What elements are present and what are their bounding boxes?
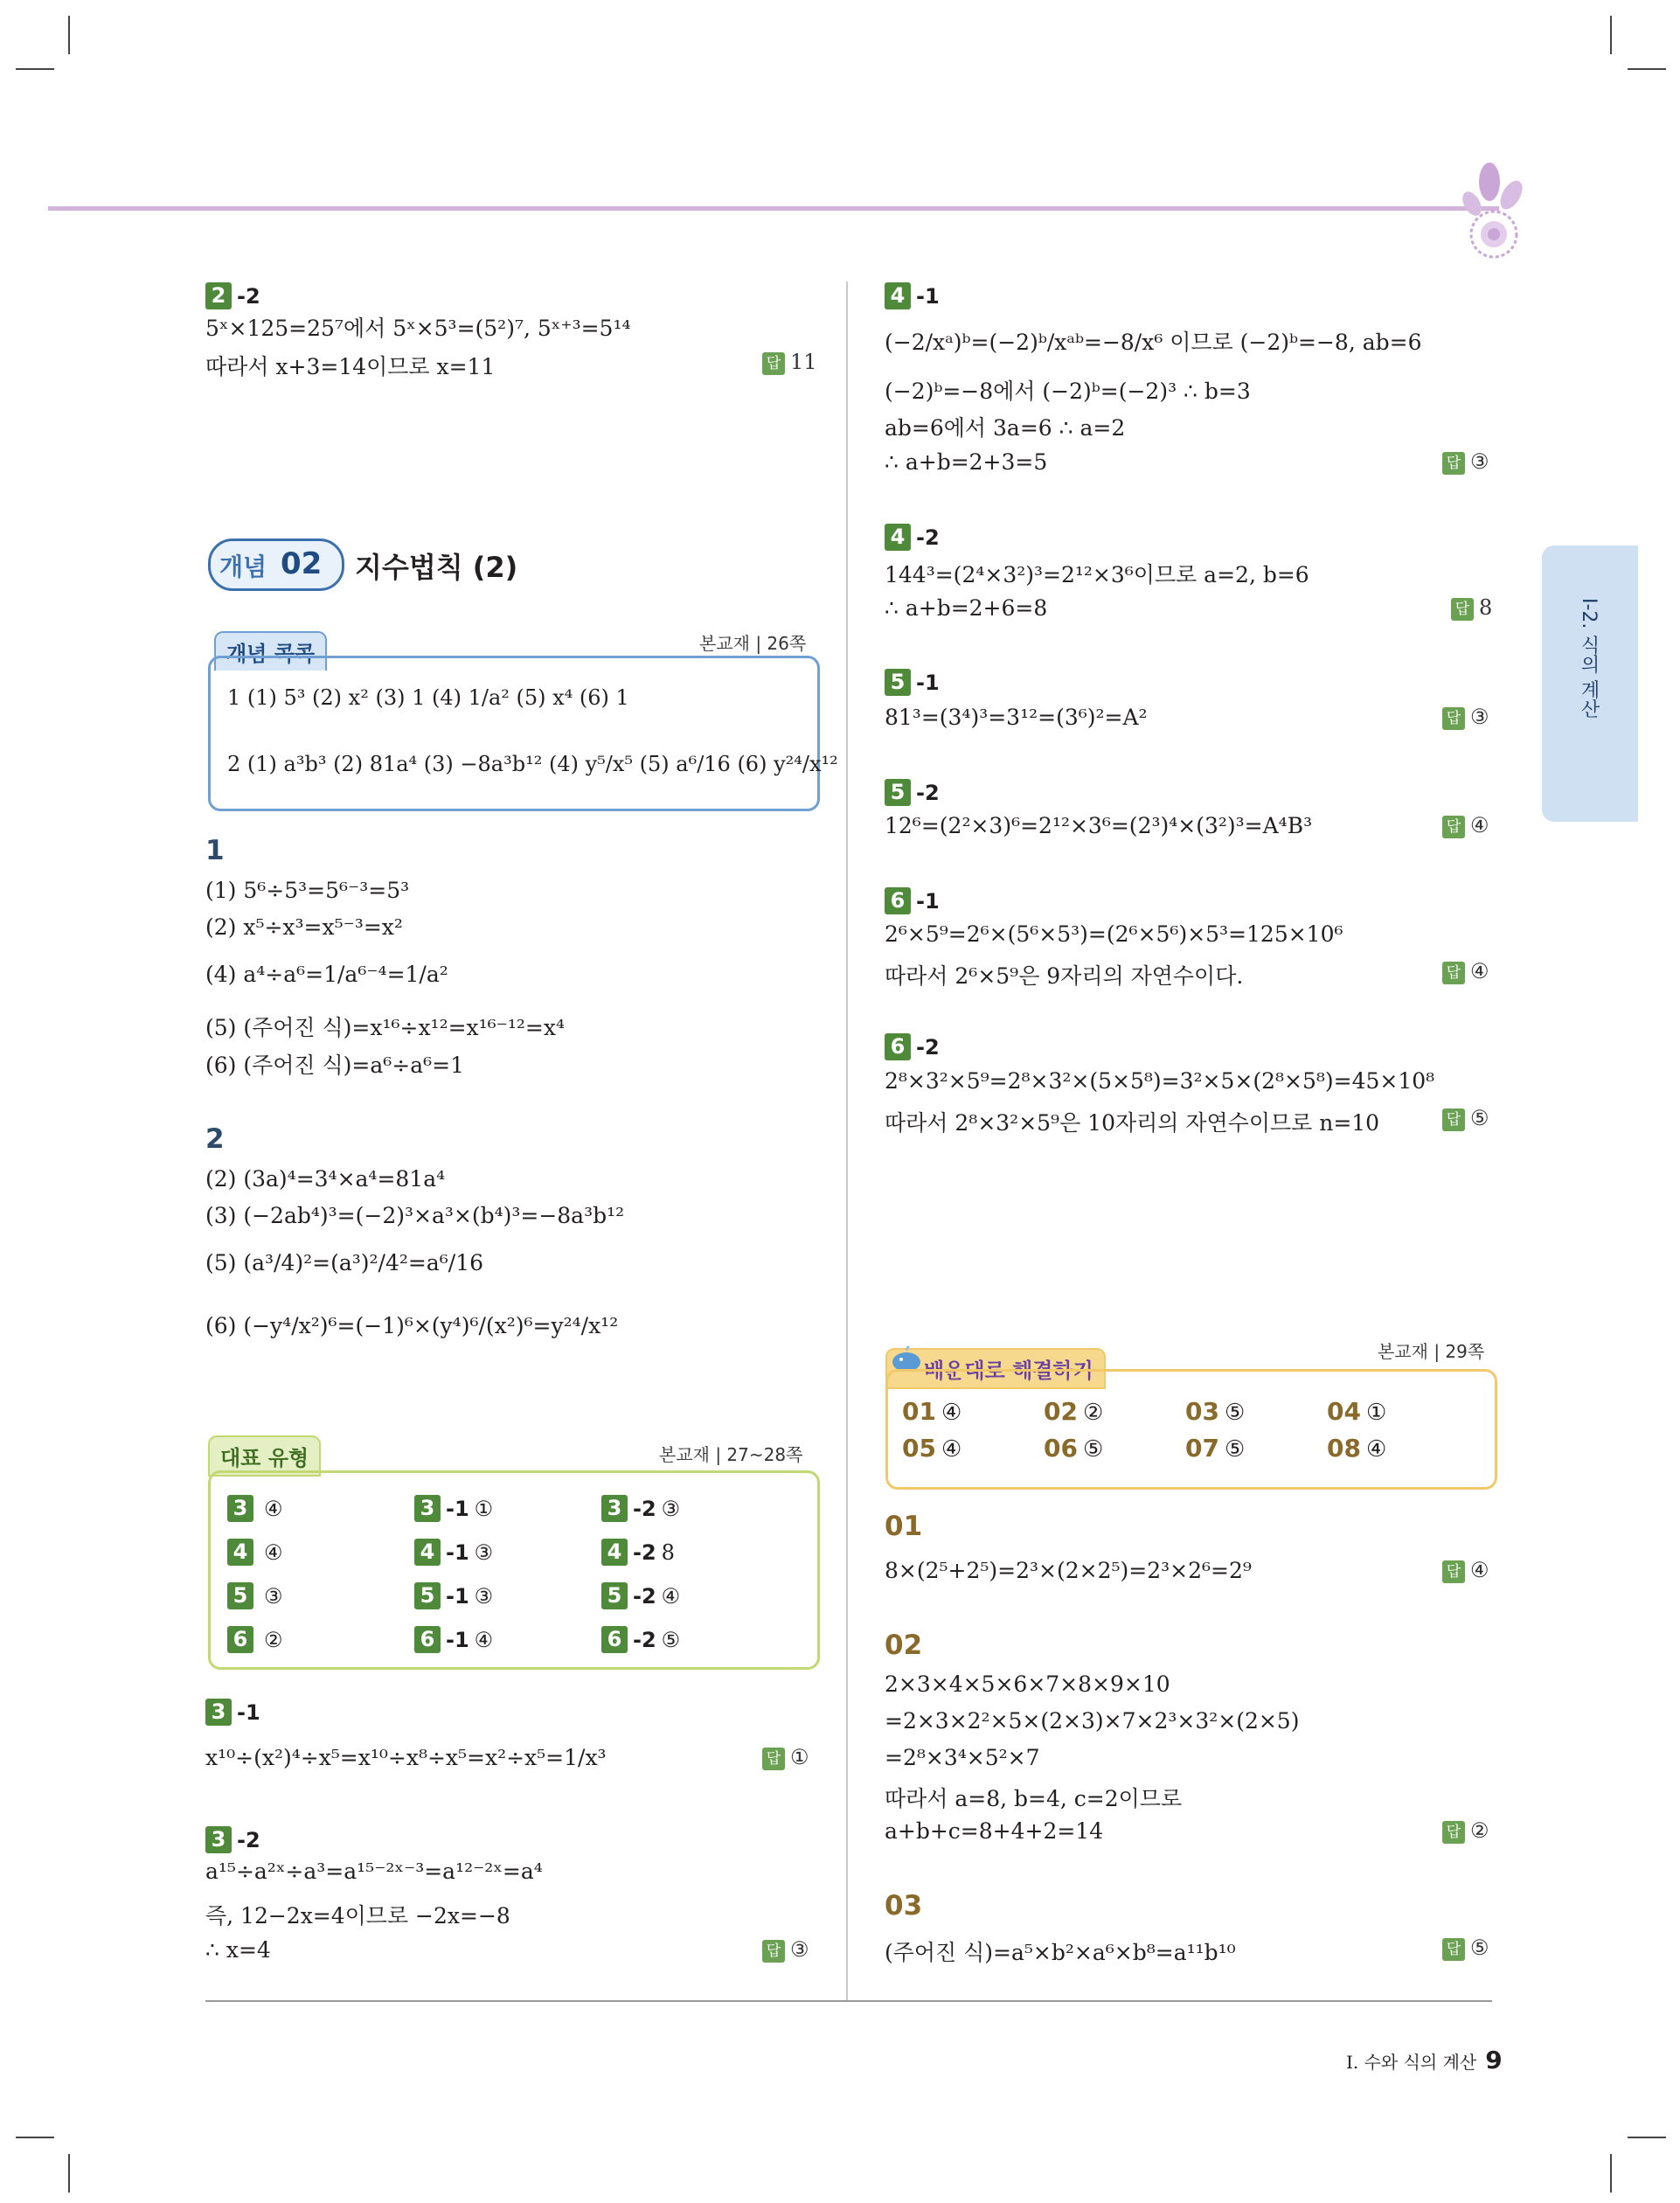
solution-5-2 (885, 778, 940, 806)
answer-value: ④ (264, 1496, 283, 1521)
haegyeol-answer (1044, 1397, 1103, 1426)
problem-badge: 5 (227, 1582, 253, 1609)
solution-line: (−2)ᵇ=−8에서 (−2)ᵇ=(−2)³ ∴ b=3 (885, 379, 1251, 404)
kongkong-tag: 개념 콕콕 (214, 631, 327, 671)
daepyo-answer (414, 1582, 493, 1609)
answer-value: ④ (1365, 1436, 1387, 1463)
answer: 답 ① (762, 1745, 809, 1770)
haegyeol-box (885, 1369, 1497, 1490)
problem-badge: 5 (414, 1582, 441, 1609)
crop-mark (16, 68, 54, 70)
problem-sub: -1 (446, 1496, 469, 1521)
question-heading: 01 (885, 1511, 923, 1542)
haegyeol-tag: 배운대로 해결하기 (885, 1348, 1106, 1389)
problem-badge: 4 (601, 1539, 628, 1566)
daepyo-answer (601, 1626, 680, 1653)
answer-mark-icon: 답 (1442, 452, 1465, 475)
answer-value: ③ (474, 1539, 494, 1565)
solution-line: 81³=(3⁴)³=3¹²=(3⁶)²=A² (885, 705, 1148, 730)
question-number: 03 (1185, 1397, 1219, 1426)
solution-line: =2⁸×3⁴×5²×7 (885, 1745, 1040, 1770)
page-number: 9 (1485, 2046, 1503, 2074)
answer-value: ① (1365, 1400, 1387, 1426)
daepyo-answer (601, 1495, 680, 1522)
problem-sub: -1 (916, 670, 940, 695)
answer-mark-icon: 답 (1451, 598, 1474, 621)
textbook-ref: 본교재 | 27~28쪽 (659, 1444, 803, 1465)
solution-line: 따라서 x+3=14이므로 x=11 (205, 354, 496, 379)
answer-value: ④ (661, 1583, 681, 1609)
problem-sub: -2 (633, 1539, 656, 1565)
problem-badge: 4 (414, 1539, 441, 1566)
solution-line: ∴ x=4 (205, 1937, 271, 1963)
crop-mark (1610, 16, 1612, 54)
crop-mark (1610, 2154, 1612, 2193)
question-number: 02 (1044, 1397, 1078, 1426)
textbook-ref: 본교재 | 26쪽 (699, 633, 807, 654)
crop-mark (68, 16, 70, 54)
problem-badge: 3 (227, 1495, 253, 1522)
answer-value: ⑤ (1224, 1436, 1246, 1463)
problem-badge: 6 (601, 1626, 628, 1653)
solution-line: 144³=(2⁴×3²)³=2¹²×3⁶이므로 a=2, b=6 (885, 562, 1309, 587)
problem-badge: 3 (414, 1495, 441, 1522)
solution-3-1 (205, 1698, 260, 1726)
solution-line: 즉, 12−2x=4이므로 −2x=−8 (205, 1903, 510, 1928)
solution-line: (5) (주어진 식)=x¹⁶÷x¹²=x¹⁶⁻¹²=x⁴ (205, 1015, 565, 1040)
problem-badge: 4 (227, 1539, 253, 1566)
problem-badge: 3 (205, 1826, 232, 1853)
daepyo-answer (227, 1539, 283, 1566)
answer-value: ⑤ (1224, 1400, 1246, 1426)
problem-heading: 1 (205, 835, 225, 866)
problem-badge: 6 (227, 1626, 253, 1653)
answer-value: ④ (941, 1400, 962, 1426)
problem-sub: -1 (446, 1583, 469, 1609)
solution-3-2 (205, 1825, 260, 1853)
solution-line: (6) (−y⁴/x²)⁶=(−1)⁶×(y⁴)⁶/(x²)⁶=y²⁴/x¹² (205, 1313, 619, 1338)
answer-mark-icon: 답 (1442, 1821, 1465, 1844)
solution-line: (2) x⁵÷x³=x⁵⁻³=x² (205, 914, 403, 940)
problem-sub: -2 (237, 283, 260, 309)
haegyeol-answer (1185, 1397, 1245, 1426)
problem-badge: 3 (205, 1699, 232, 1726)
question-number: 01 (902, 1397, 936, 1426)
crop-mark (68, 2154, 70, 2193)
question-number: 05 (902, 1434, 936, 1463)
answer: 답 ⑤ (1442, 1106, 1489, 1131)
answer-mark-icon: 답 (1442, 1108, 1465, 1131)
solution-line: 2⁸×3²×5⁹=2⁸×3²×(5×5⁸)=3²×5×(2⁸×5⁸)=45×10⁸ (885, 1068, 1435, 1094)
solution-6-2 (885, 1032, 940, 1060)
solution-line: 따라서 2⁶×5⁹은 9자리의 자연수이다. (885, 963, 1244, 989)
solution-line: 5ˣ×125=25⁷에서 5ˣ×5³=(5²)⁷, 5ˣ⁺³=5¹⁴ (205, 316, 631, 341)
problem-badge: 3 (601, 1495, 628, 1522)
answer-mark-icon: 답 (1442, 816, 1465, 838)
solution-line: 따라서 a=8, b=4, c=2이므로 (885, 1786, 1183, 1811)
answer: 답 ② (1442, 1818, 1489, 1844)
problem-sub: -1 (916, 888, 940, 914)
problem-sub: -2 (633, 1496, 656, 1521)
problem-badge: 5 (885, 779, 911, 806)
problem-sub: -1 (446, 1627, 469, 1652)
answer-mark-icon: 답 (762, 1748, 785, 1770)
question-number: 06 (1044, 1434, 1078, 1463)
solution-line: ∴ a+b=2+3=5 (885, 449, 1048, 475)
answer: 답 ③ (1442, 705, 1489, 730)
solution-line: (−2/xᵃ)ᵇ=(−2)ᵇ/xᵃᵇ=−8/x⁶ 이므로 (−2)ᵇ=−8, ab=6 (885, 330, 1422, 355)
problem-sub: -1 (237, 1699, 260, 1725)
question-heading: 03 (885, 1890, 923, 1922)
problem-badge: 4 (885, 282, 911, 309)
answer-mark-icon: 답 (762, 352, 785, 375)
problem-badge: 4 (885, 524, 911, 551)
problem-heading: 2 (205, 1123, 225, 1155)
haegyeol-answer (902, 1434, 961, 1463)
solution-line: x¹⁰÷(x²)⁴÷x⁵=x¹⁰÷x⁸÷x⁵=x²÷x⁵=1/x³ (205, 1745, 607, 1770)
daepyo-tag: 대표 유형 (208, 1435, 321, 1477)
problem-sub: -2 (633, 1627, 656, 1652)
solution-4-2 (885, 523, 940, 551)
problem-sub: -2 (916, 1034, 940, 1060)
solution-line: 2×3×4×5×6×7×8×9×10 (885, 1671, 1170, 1697)
solution-line: (1) 5⁶÷5³=5⁶⁻³=5³ (205, 878, 410, 903)
daepyo-answer (414, 1539, 493, 1566)
haegyeol-answer (1327, 1434, 1386, 1463)
problem-sub: -2 (916, 780, 940, 805)
problem-sub: -2 (237, 1827, 260, 1852)
page-footer (1346, 2046, 1503, 2074)
answer: 답 ④ (1442, 813, 1489, 838)
problem-badge: 6 (885, 1033, 911, 1060)
solution-line: (3) (−2ab⁴)³=(−2)³×a³×(b⁴)³=−8a³b¹² (205, 1203, 625, 1228)
answer: 답 ④ (1442, 959, 1489, 984)
problem-sub: -2 (916, 525, 940, 550)
answer-value: ④ (941, 1436, 962, 1463)
solution-2-2 (205, 281, 260, 309)
solution-line: 8×(2⁵+2⁵)=2³×(2×2⁵)=2³×2⁶=2⁹ (885, 1558, 1252, 1583)
chapter-side-tab: I-2. 식의 계산 (1542, 546, 1638, 822)
answer-mark-icon: 답 (1442, 1938, 1465, 1961)
daepyo-answer (601, 1582, 680, 1609)
problem-badge: 5 (885, 669, 911, 696)
solution-line: ∴ a+b=2+6=8 (885, 595, 1048, 621)
solution-line: 2⁶×5⁹=2⁶×(5⁶×5³)=(2⁶×5⁶)×5³=125×10⁶ (885, 921, 1343, 947)
answer-value: ③ (661, 1496, 681, 1521)
solution-line: (6) (주어진 식)=a⁶÷a⁶=1 (205, 1053, 465, 1078)
kongkong-row: 2 (1) a³b³ (2) 81a⁴ (3) −8a³b¹² (4) y⁵/x⁵ (5) a⁶/16 (6) y²⁴/x¹² (227, 752, 838, 776)
answer-value: ③ (264, 1583, 283, 1609)
top-rule (48, 206, 1499, 211)
answer: 답 ④ (1442, 1558, 1489, 1583)
solution-5-1 (885, 668, 940, 696)
daepyo-answer (227, 1582, 283, 1609)
answer-mark-icon: 답 (1442, 1560, 1465, 1583)
answer-mark-icon: 답 (762, 1940, 785, 1963)
haegyeol-answer (1044, 1434, 1103, 1463)
problem-sub: -1 (446, 1539, 469, 1565)
daepyo-answer (227, 1495, 283, 1522)
answer: 답 11 (762, 350, 817, 375)
daepyo-answer (227, 1626, 283, 1653)
haegyeol-answer (902, 1397, 961, 1426)
solution-4-1 (885, 281, 940, 309)
answer: 답 ⑤ (1442, 1935, 1489, 1961)
problem-sub: -1 (916, 283, 940, 309)
bottom-rule (205, 2000, 1492, 2002)
question-number: 08 (1327, 1434, 1361, 1463)
problem-badge: 6 (414, 1626, 441, 1653)
answer-value: ④ (264, 1539, 283, 1565)
answer-value: ① (474, 1496, 494, 1521)
answer-value: ⑤ (661, 1627, 681, 1652)
problem-sub: -2 (633, 1583, 656, 1609)
answer-mark-icon: 답 (1442, 962, 1465, 984)
answer-value: 8 (661, 1539, 675, 1565)
answer-value: ② (1082, 1400, 1104, 1426)
solution-line: (주어진 식)=a⁵×b²×a⁶×b⁸=a¹¹b¹⁰ (885, 1940, 1236, 1965)
concept-badge: 개념 02 (208, 539, 344, 591)
kongkong-box (208, 656, 820, 811)
question-heading: 02 (885, 1630, 923, 1661)
solution-line: (5) (a³/4)²=(a³)²/4²=a⁶/16 (205, 1250, 484, 1275)
problem-badge: 6 (885, 887, 911, 914)
problem-badge: 5 (601, 1582, 628, 1609)
solution-line: 12⁶=(2²×3)⁶=2¹²×3⁶=(2³)⁴×(3²)³=A⁴B³ (885, 813, 1313, 838)
question-number: 07 (1185, 1434, 1219, 1463)
solution-line: 따라서 2⁸×3²×5⁹은 10자리의 자연수이므로 n=10 (885, 1110, 1380, 1136)
answer-value: ⑤ (1082, 1436, 1104, 1463)
answer-value: ② (264, 1627, 283, 1652)
answer-mark-icon: 답 (1442, 707, 1465, 730)
crop-mark (16, 2137, 54, 2138)
solution-line: (4) a⁴÷a⁶=1/a⁶⁻⁴=1/a² (205, 962, 448, 987)
solution-6-1 (885, 886, 940, 914)
crop-mark (1628, 68, 1666, 70)
textbook-ref: 본교재 | 29쪽 (1378, 1341, 1485, 1362)
haegyeol-answer (1327, 1397, 1386, 1426)
footer-chapter: I. 수와 식의 계산 (1346, 2052, 1477, 2073)
daepyo-answer (414, 1626, 493, 1653)
daepyo-answer (414, 1495, 493, 1522)
answer: 답 ③ (1442, 449, 1489, 475)
answer: 답 8 (1451, 595, 1492, 621)
daepyo-box (208, 1470, 820, 1670)
question-number: 04 (1327, 1397, 1361, 1426)
solution-line: a+b+c=8+4+2=14 (885, 1818, 1104, 1844)
answer: 답 ③ (762, 1937, 809, 1963)
crop-mark (1628, 2137, 1666, 2138)
column-divider (846, 281, 848, 2000)
daepyo-answer (601, 1539, 675, 1566)
flower-ornament-icon (1454, 147, 1533, 269)
haegyeol-answer (1185, 1434, 1245, 1463)
problem-badge: 2 (205, 282, 232, 309)
kongkong-row: 1 (1) 5³ (2) x² (3) 1 (4) 1/a² (5) x⁴ (6) 1 (227, 685, 629, 710)
solution-line: a¹⁵÷a²ˣ÷a³=a¹⁵⁻²ˣ⁻³=a¹²⁻²ˣ=a⁴ (205, 1859, 543, 1884)
solution-line: =2×3×2²×5×(2×3)×7×2³×3²×(2×5) (885, 1708, 1300, 1734)
answer-value: ④ (474, 1627, 494, 1652)
solution-line: (2) (3a)⁴=3⁴×a⁴=81a⁴ (205, 1166, 446, 1192)
answer-value: ③ (474, 1583, 494, 1609)
solution-line: ab=6에서 3a=6 ∴ a=2 (885, 415, 1126, 441)
concept-title: 지수법칙 (2) (355, 551, 518, 584)
